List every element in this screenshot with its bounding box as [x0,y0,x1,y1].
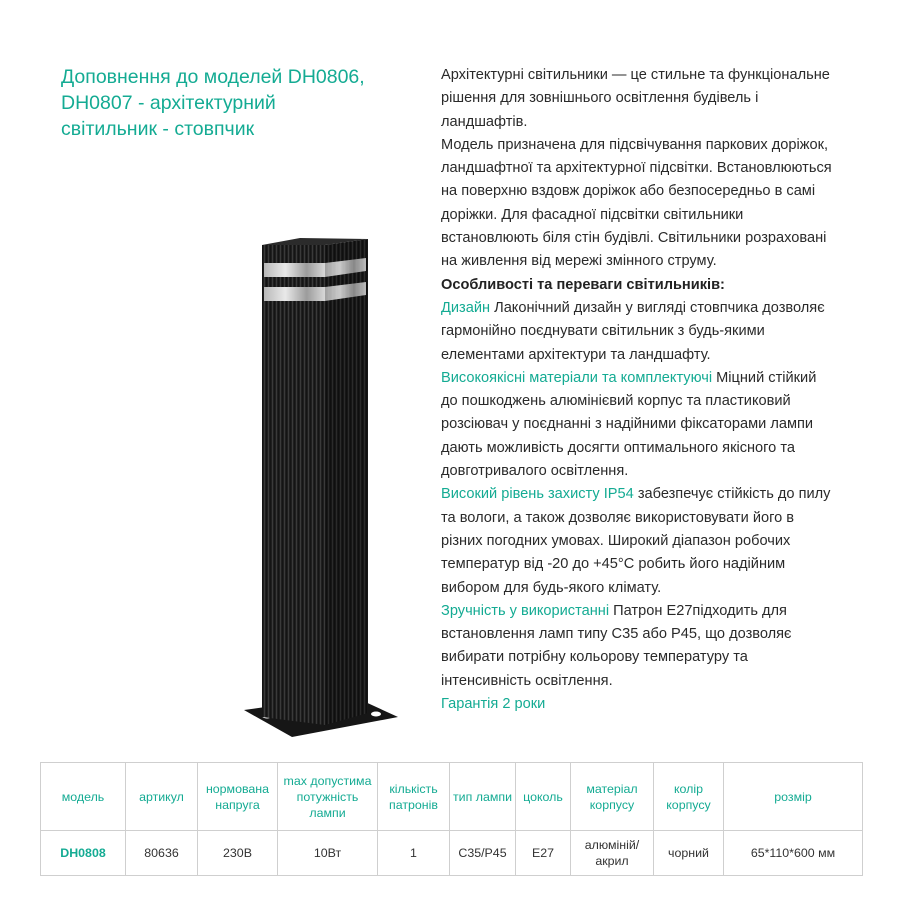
feature-materials [441,367,871,483]
text-line: ландшафтів. [441,113,528,130]
table-row [41,831,863,876]
text-line: дають можливість досягти оптимального якісного та [441,439,795,456]
feature-protection [441,483,871,599]
feature-heading: Дизайн [441,299,491,316]
feature-heading: Високий рівень захисту IP54 [441,486,634,503]
column-header: розмір [724,763,863,831]
purpose-paragraph [441,134,871,274]
text-line: рішення для зовнішнього освітлення будівель і [441,90,759,107]
text-line: вибором для будь-якого клімату. [441,579,662,596]
table-cell: чорний [654,831,724,876]
bollard-light-image [240,225,400,745]
text-line: встановлення ламп типу C35 або P45, що дозволяє [441,626,792,643]
column-header: модель [41,763,126,831]
light-band [264,287,325,301]
feature-text: Міцний стійкий [712,369,817,386]
table-header-row [41,763,863,831]
text-line: вибирати потрібну кольорову температуру та [441,649,748,666]
column-header: цоколь [516,763,571,831]
feature-heading: Зручність у використанні [441,602,610,619]
feature-text: Лаконічний дизайн у вигляді стовпчика дозволяє [490,299,825,316]
text-line: ландшафтної та архітектурної підсвітки. Встановлюються [441,160,832,177]
table-cell: E27 [516,831,571,876]
intro-paragraph [441,64,871,134]
text-line: різних погодних умовах. Широкий діапазон робочих [441,532,791,549]
title-line: світильник - стовпчик [61,118,255,140]
text-line: Архітектурні світильники — це стильне та функціональне [441,67,830,83]
warranty: Гарантія 2 роки [441,696,546,713]
page-title [61,64,411,142]
text-line: Модель призначена для підсвічування паркових доріжок, [441,136,829,153]
text-line: температур від -20 до +45°С робить його надійним [441,556,786,573]
product-description [441,64,871,716]
table-cell: 10Вт [278,831,378,876]
title-line: DH0807 - архітектурний [61,92,276,114]
light-band [264,263,325,277]
specs-table [40,762,863,876]
column-header: max допустима потужність лампи [278,763,378,831]
text-line: елементами архітектури та ландшафту. [441,346,711,363]
table-cell: DH0808 [41,831,126,876]
column-header: тип лампи [450,763,516,831]
post-front-face [262,245,325,725]
text-line: встановлюють біля стін будівлі. Світильники розраховані [441,230,827,247]
text-line: доріжки. Для фасадної підсвітки світильники [441,206,744,223]
table-cell: 65*110*600 мм [724,831,863,876]
column-header: нормована напруга [198,763,278,831]
text-line: гармонійно поєднувати світильник з будь-якими [441,323,765,340]
table-cell: C35/P45 [450,831,516,876]
table-cell: 230В [198,831,278,876]
feature-heading: Високоякісні матеріали та комплектуючі [441,369,713,386]
features-heading: Особливості та переваги світильників: [441,276,725,293]
feature-convenience [441,600,871,693]
title-line: Доповнення до моделей DH0806, [61,66,365,88]
text-line: на поверхню вздовж доріжок або безпосередньо в самі [441,183,816,200]
column-header: кількість патронів [378,763,450,831]
feature-text: Патрон E27підходить для [609,602,787,619]
table-cell: 80636 [126,831,198,876]
column-header: колір корпусу [654,763,724,831]
text-line: розсіювач у поєднанні з надійними фіксаторами лампи [441,416,814,433]
text-line: та вологи, а також дозволяє використовувати його в [441,509,795,526]
column-header: матеріал корпусу [571,763,654,831]
table-cell: 1 [378,831,450,876]
column-header: артикул [126,763,198,831]
table-cell: алюміній/ акрил [571,831,654,876]
feature-text: забезпечує стійкість до пилу [633,486,831,503]
feature-design [441,297,871,367]
text-line: інтенсивність освітлення. [441,672,613,689]
text-line: довготривалого освітлення. [441,463,629,480]
text-line: до пошкоджень алюмінієвий корпус та пластиковий [441,393,791,410]
text-line: на живлення від мережі змінного струму. [441,253,717,270]
